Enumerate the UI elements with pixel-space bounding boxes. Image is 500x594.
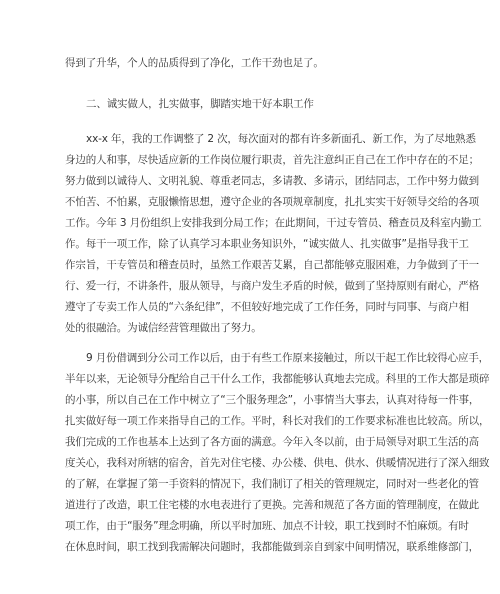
paragraph-line: 的了解，在掌握了第一手资料的情况下，我们制订了相关的管理规定，同时对一些老化的管: [65, 478, 479, 490]
paragraph-line: 9 月份借调到分公司工作以后，由于有些工作原来接触过，所以干起工作比较得心应手，: [86, 352, 490, 364]
paragraph-line: 扎实做好每一项工作来指导自己的工作。平时，科长对我们的工作要求标准也比较高。所以，: [65, 415, 490, 427]
intro-line: 得到了升华，个人的品质得到了净化，工作干劲也足了。: [65, 57, 324, 69]
paragraph-line: 作。每干一项工作，除了认真学习本职业务知识外，“诚实做人、扎实做事”是指导我干工: [65, 238, 469, 250]
paragraph-line: 努力做到以诚待人、文明礼貌、尊重老同志，多请教、多请示，团结同志，工作中努力做到: [65, 175, 479, 187]
paragraph-line: 处的很融洽。为诚信经营管理做出了努力。: [65, 322, 262, 334]
paragraph-line: 的小事，所以自己在工作中树立了“三个服务理念”，小事情当大事去，认真对待每一件事，: [65, 394, 480, 406]
paragraph-line: 工作。今年 3 月份组织上安排我到分局工作；在此期间，干过专管员、稽查员及科室内勤工: [65, 217, 482, 229]
paragraph-line: 不怕苦、不怕累，克服懒惰思想，遵守企业的各项规章制度，扎扎实实干好领导交给的各项: [65, 196, 479, 208]
paragraph-line: 我们完成的工作也基本上达到了各方面的满意。今年入冬以前，由于局领导对职工生活的高: [65, 436, 479, 448]
paragraph-line: xx-x 年，我的工作调整了 2 次，每次面对的都有许多新面孔、新工作，为了尽地熟悉: [86, 133, 476, 145]
paragraph-line: 半年以来，无论领导分配给自己干什么工作，我都能够认真地去完成。科里的工作大都是琐碎: [65, 373, 490, 385]
section-heading: 二、诚实做人，扎实做事，脚踏实地干好本职工作: [86, 98, 314, 110]
paragraph-line: 道进行了改造，职工住宅楼的水电表进行了更换。完善和规范了各方面的管理制度，在做此: [65, 499, 479, 511]
paragraph-line: 在休息时间，职工找到我需解决问题时，我都能做到亲自到家中间明情况，联系维修部门，: [65, 541, 479, 553]
paragraph-line: 度关心，我科对所辖的宿舍，首先对住宅楼、办公楼、供电、供水、供暖情况进行了深入细致: [65, 457, 490, 469]
paragraph-line: 作宗旨，干专管员和稽查员时，虽然工作艰苦艾累，自己都能够克服困难，力争做到了干一: [65, 259, 479, 271]
paragraph-line: 行、爱一行，不讲条件，服从领导，与商户发生矛盾的时候，做到了坚持原则有耐心，严格: [65, 280, 479, 292]
paragraph-line: 身边的人和事，尽快适应新的工作岗位履行职责，首先注意纠正自己在工作中存在的不足；: [65, 154, 479, 166]
paragraph-line: 遵守了专卖工作人员的“六条纪律”，不但较好地完成了工作任务，同时与同事、与商户相: [65, 301, 469, 313]
paragraph-line: 项工作，由于“服务”理念明确，所以平时加班、加点不计较，职工找到时不怕麻烦。有时: [65, 520, 469, 532]
